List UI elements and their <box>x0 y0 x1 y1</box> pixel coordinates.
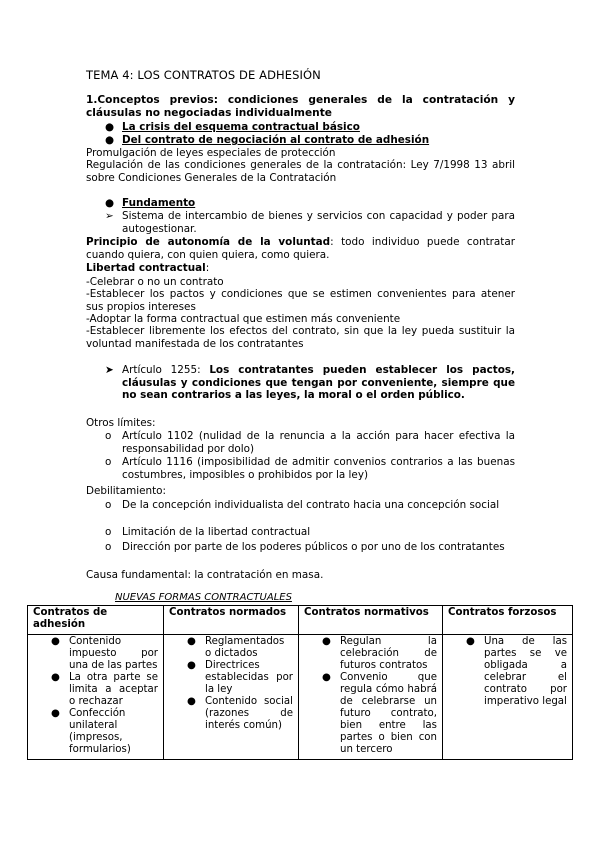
list-item: ● Directrices establecidas por la ley <box>187 660 293 695</box>
bullet-dot-icon: ● <box>51 672 60 683</box>
bullet-dot-icon: ● <box>322 636 331 647</box>
table-header-cell: Contratos normativos <box>299 606 443 635</box>
list-item: ● Confección unilateral (impresos, formularios) <box>51 708 131 755</box>
circle-bullet-icon: o <box>105 430 112 442</box>
contract-forms-table <box>27 605 573 760</box>
circle-item: o Limitación de la libertad contractual <box>105 526 311 538</box>
arrow-bullet-icon: ➤ <box>105 364 114 376</box>
table-header-cell: Contratos forzosos <box>443 606 573 635</box>
causa-text: Causa fundamental: la contratación en masa. <box>86 569 324 581</box>
regulacion-text: Regulación de las condiciones generales de la contratación: Ley 7/1998 13 abril sobre Condiciones Generales de la Contratación <box>86 159 515 184</box>
promulgacion-text: Promulgación de leyes especiales de protección <box>86 147 336 159</box>
circle-item: o De la concepción individualista del contrato hacia una concepción social <box>105 499 500 511</box>
list-item: ● La otra parte se limita a aceptar o rechazar <box>51 672 158 707</box>
table-cell <box>28 635 164 760</box>
bullet-dot-icon: ● <box>187 636 196 647</box>
libertad-heading: Libertad contractual: <box>86 262 210 274</box>
libertad-item: -Establecer los pactos y condiciones que se estimen convenientes para atener sus propios intereses <box>86 288 515 313</box>
arrow-item: ➢ Sistema de intercambio de bienes y servicios con capacidad y poder para autogestionar. <box>105 210 515 235</box>
bullet-dot-icon: ● <box>322 672 331 683</box>
table-row <box>28 635 573 760</box>
circle-bullet-icon: o <box>105 456 112 468</box>
bullet-dot-icon: ● <box>105 121 115 133</box>
bullet-item: ● La crisis del esquema contractual básico <box>105 121 360 133</box>
list-item: ● Reglamentados o dictados <box>187 636 285 659</box>
bullet-dot-icon: ● <box>187 660 196 671</box>
circle-item: o Artículo 1102 (nulidad de la renuncia a la acción para hacer efectiva la responsabilidad por dolo) <box>105 430 515 455</box>
libertad-item: -Celebrar o no un contrato <box>86 276 224 288</box>
bullet-item: ● Del contrato de negociación al contrato de adhesión <box>105 134 430 146</box>
bullet-dot-icon: ● <box>105 134 115 146</box>
bullet-dot-icon: ● <box>466 636 475 647</box>
list-item: ● Regulan la celebración de futuros contratos <box>322 636 437 671</box>
table-cell <box>164 635 299 760</box>
circle-item: o Dirección por parte de los poderes públicos o por uno de los contratantes <box>105 541 505 553</box>
otros-limites-label: Otros límites: <box>86 417 156 429</box>
libertad-item: -Establecer libremente los efectos del contrato, sin que la ley pueda sustituir la voluntad manifestada de los contratantes <box>86 325 515 350</box>
table-caption: NUEVAS FORMAS CONTRACTUALES <box>115 592 292 603</box>
list-item: ● Una de las partes se ve obligada a celebrar el contrato por imperativo legal <box>466 636 567 707</box>
circle-bullet-icon: o <box>105 541 112 553</box>
bullet-item: ● Fundamento <box>105 197 196 209</box>
bullet-dot-icon: ● <box>187 696 196 707</box>
bullet-dot-icon: ● <box>51 636 60 647</box>
list-item: ● Contenido social (razones de interés común) <box>187 696 293 731</box>
table-cell <box>443 635 573 760</box>
bullet-dot-icon: ● <box>51 708 60 719</box>
table-header-row <box>28 606 573 635</box>
debilitamiento-label: Debilitamiento: <box>86 485 167 497</box>
section-heading: 1.Conceptos previos: condiciones generales de la contratación y cláusulas no negociadas individualmente <box>86 94 515 119</box>
list-item: ● Convenio que regula cómo habrá de celebrarse un futuro contrato, bien entre las partes o bien con un tercero <box>322 672 437 755</box>
table-cell <box>299 635 443 760</box>
libertad-item: -Adoptar la forma contractual que estimen más conveniente <box>86 313 401 325</box>
circle-bullet-icon: o <box>105 499 112 511</box>
articulo-item: ➤ Artículo 1255: Los contratantes pueden establecer los pactos, cláusulas y condiciones que tengan por conveniente, siempre que no sean contrarios a las leyes, la moral o el orden público. <box>105 364 515 401</box>
arrow-bullet-icon: ➢ <box>105 210 114 222</box>
list-item: ● Contenido impuesto por una de las partes <box>51 636 158 671</box>
table-header-cell: Contratos normados <box>164 606 299 635</box>
bullet-dot-icon: ● <box>105 197 115 209</box>
document-title: TEMA 4: LOS CONTRATOS DE ADHESIÓN <box>86 68 321 82</box>
circle-item: o Artículo 1116 (imposibilidad de admitir convenios contrarios a las buenas costumbres, imposibles o prohibidos por la ley) <box>105 456 515 481</box>
principio-paragraph: Principio de autonomía de la voluntad: todo individuo puede contratar cuando quiera, con quien quiera, como quiera. <box>86 236 515 261</box>
circle-bullet-icon: o <box>105 526 112 538</box>
table-header-cell: Contratos de adhesión <box>28 606 164 635</box>
